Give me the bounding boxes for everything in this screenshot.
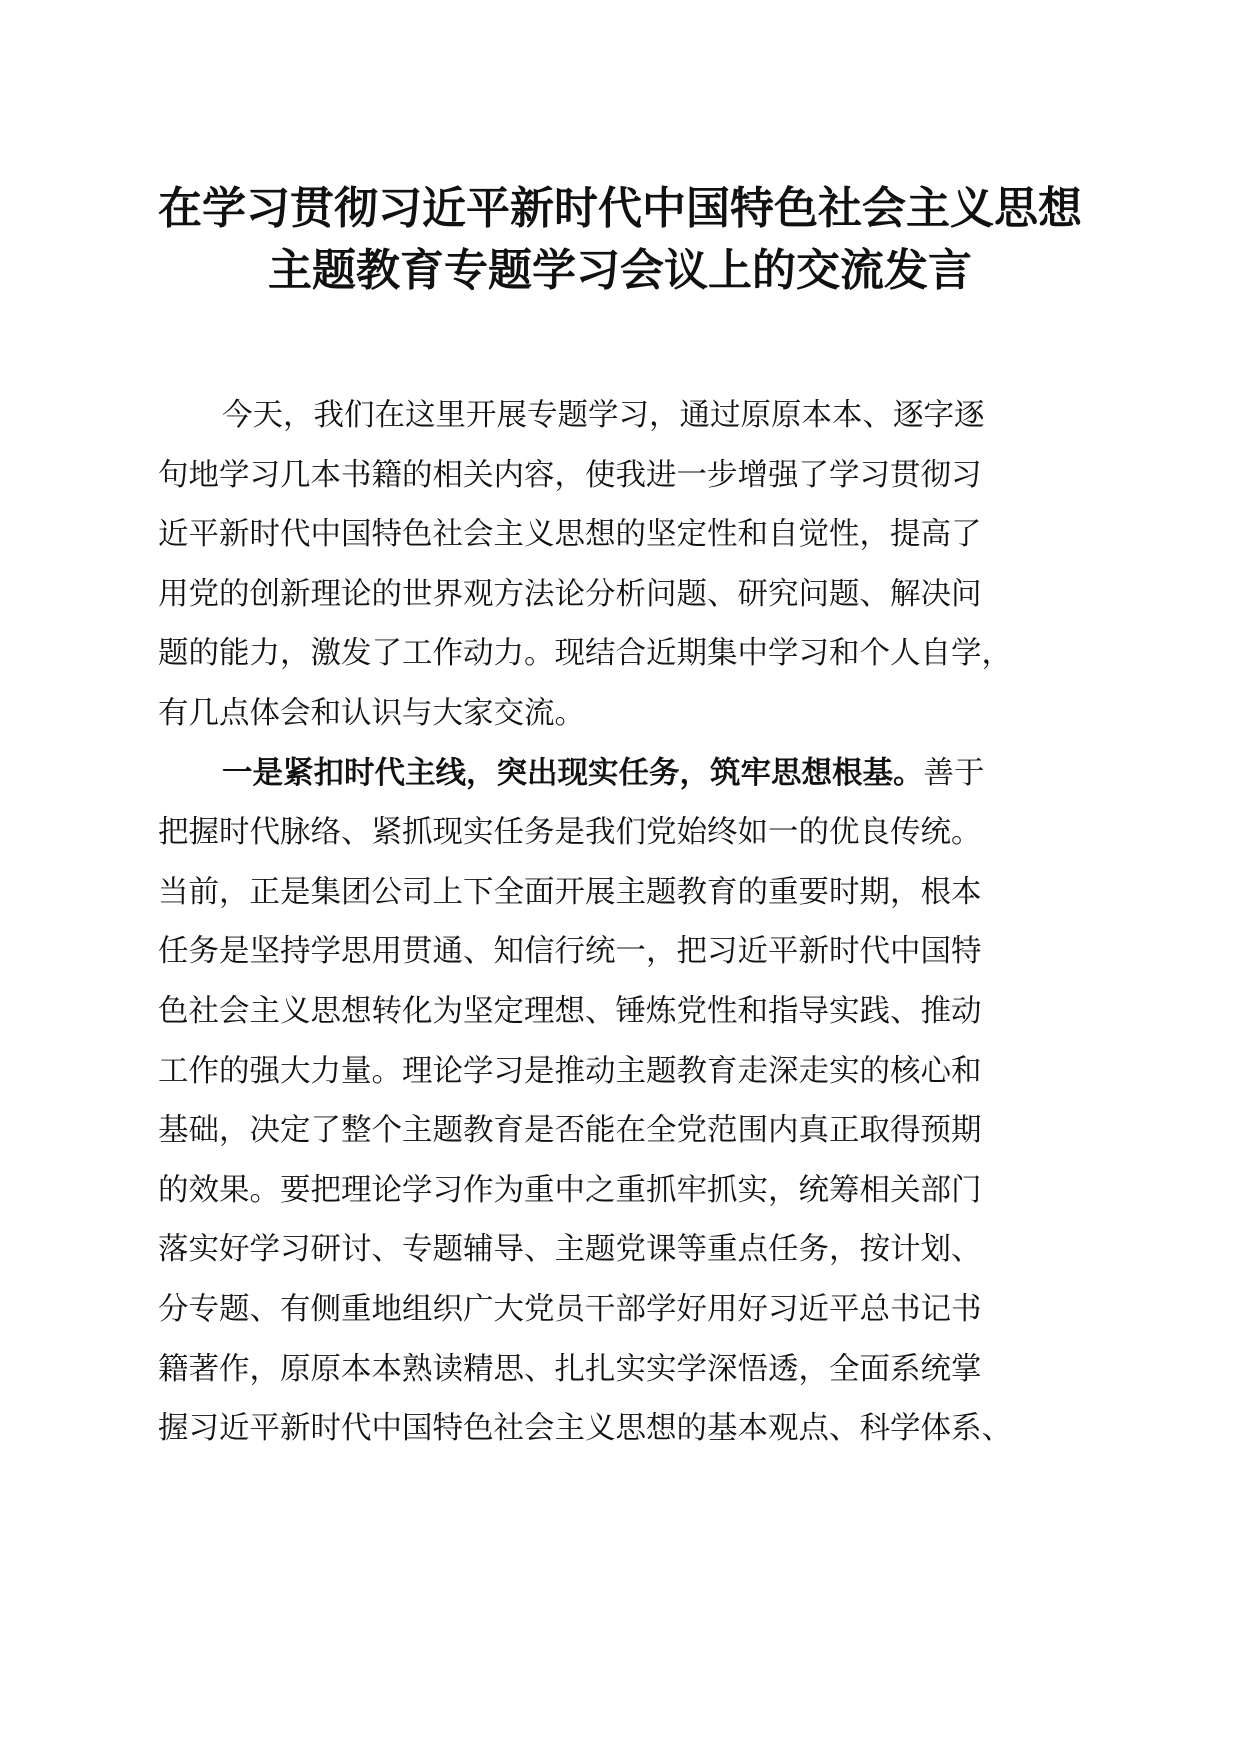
paragraph-2-line: 任务是坚持学思用贯通、知信行统一，把习近平新时代中国特 [158,934,982,970]
paragraph-1-line: 今天，我们在这里开展专题学习，通过原原本本、逐字逐 [222,398,985,433]
paragraph-2-first-rest: 善于 [923,755,985,791]
paragraph-1-line: 用党的创新理论的世界观方法论分析问题、研究问题、解决问 [158,576,982,612]
paragraph-1-line: 有几点体会和认识与大家交流。 [158,695,585,731]
document-title [120,178,1120,302]
paragraph-2-lead-heading: 一是紧扣时代主线，突出现实任务，筑牢思想根基。 [222,754,924,791]
paragraph-2-line: 籍著作，原原本本熟读精思、扎扎实实学深悟透，全面系统掌 [158,1351,982,1387]
title-line-2: 主题教育专题学习会议上的交流发言 [268,245,972,296]
paragraph-1-line: 句地学习几本书籍的相关内容，使我进一步增强了学习贯彻习 [158,457,982,493]
paragraph-1-line: 近平新时代中国特色社会主义思想的坚定性和自觉性，提高了 [158,517,982,553]
paragraph-2-line: 色社会主义思想转化为坚定理想、锤炼党性和指导实践、推动 [158,993,982,1029]
paragraph-2-line: 的效果。要把理论学习作为重中之重抓牢抓实，统筹相关部门 [158,1172,982,1208]
paragraph-2-line: 落实好学习研讨、专题辅导、主题党课等重点任务，按计划、 [158,1232,982,1268]
paragraph-1-line: 题的能力，激发了工作动力。现结合近期集中学习和个人自学， [158,636,1012,672]
document-body [158,386,1088,1459]
paragraph-2-line: 当前，正是集团公司上下全面开展主题教育的重要时期，根本 [158,874,982,910]
paragraph-2-line: 工作的强大力量。理论学习是推动主题教育走深走实的核心和 [158,1053,982,1089]
paragraph-1 [158,386,1088,744]
paragraph-2-first-line [158,744,1088,804]
paragraph-2 [158,744,1088,1459]
paragraph-2-line: 握习近平新时代中国特色社会主义思想的基本观点、科学体系、 [158,1411,1012,1447]
paragraph-2-line: 基础，决定了整个主题教育是否能在全党范围内真正取得预期 [158,1113,982,1149]
title-line-1: 在学习贯彻习近平新时代中国特色社会主义思想 [158,183,1082,234]
paragraph-2-line: 把握时代脉络、紧抓现实任务是我们党始终如一的优良传统。 [158,815,982,851]
paragraph-2-line: 分专题、有侧重地组织广大党员干部学好用好习近平总书记书 [158,1291,982,1327]
